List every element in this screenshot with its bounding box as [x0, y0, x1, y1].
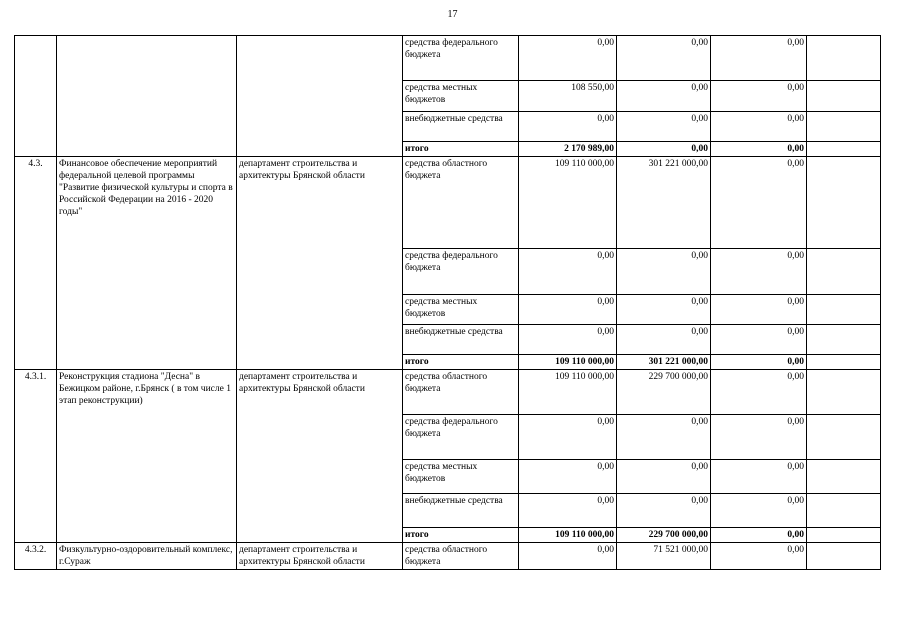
amount-cell: 0,00: [711, 528, 807, 543]
empty-cell: [807, 543, 881, 570]
amount-cell: 2 170 989,00: [519, 142, 617, 157]
funding-source: средства местных бюджетов: [403, 81, 519, 112]
amount-cell: 301 221 000,00: [617, 355, 711, 370]
empty-cell: [807, 460, 881, 494]
amount-cell: 0,00: [617, 249, 711, 295]
empty-cell: [807, 494, 881, 528]
amount-cell: 108 550,00: [519, 81, 617, 112]
funding-source: средства федерального бюджета: [403, 415, 519, 460]
amount-cell: 0,00: [617, 494, 711, 528]
amount-cell: 301 221 000,00: [617, 157, 711, 249]
funding-source: внебюджетные средства: [403, 325, 519, 355]
amount-cell: 0,00: [519, 36, 617, 81]
empty-cell: [807, 355, 881, 370]
funding-source: средства областного бюджета: [403, 370, 519, 415]
amount-cell: 0,00: [519, 494, 617, 528]
item-executor: [237, 36, 403, 157]
amount-cell: 0,00: [617, 325, 711, 355]
amount-cell: 0,00: [711, 494, 807, 528]
empty-cell: [807, 528, 881, 543]
amount-cell: 0,00: [711, 460, 807, 494]
amount-cell: 0,00: [519, 543, 617, 570]
amount-cell: 0,00: [711, 36, 807, 81]
item-number: 4.3.2.: [15, 543, 57, 570]
amount-cell: 0,00: [617, 112, 711, 142]
amount-cell: 0,00: [519, 415, 617, 460]
empty-cell: [807, 370, 881, 415]
empty-cell: [807, 142, 881, 157]
empty-cell: [807, 249, 881, 295]
funding-source: итого: [403, 355, 519, 370]
item-name: Финансовое обеспечение мероприятий федеральной целевой программы "Развитие физической культуры и спорта в Российской Федерации на 2016 - 2020 годы": [57, 157, 237, 370]
empty-cell: [807, 325, 881, 355]
item-name: [57, 36, 237, 157]
amount-cell: 0,00: [519, 325, 617, 355]
amount-cell: 0,00: [617, 295, 711, 325]
funding-source: средства областного бюджета: [403, 157, 519, 249]
amount-cell: 109 110 000,00: [519, 370, 617, 415]
empty-cell: [807, 157, 881, 249]
funding-source: средства областного бюджета: [403, 543, 519, 570]
amount-cell: 0,00: [711, 370, 807, 415]
amount-cell: 0,00: [617, 142, 711, 157]
amount-cell: 0,00: [711, 112, 807, 142]
amount-cell: 0,00: [711, 325, 807, 355]
amount-cell: 0,00: [711, 157, 807, 249]
funding-source: средства федерального бюджета: [403, 36, 519, 81]
table-row: [15, 370, 881, 415]
funding-source: средства местных бюджетов: [403, 295, 519, 325]
amount-cell: 0,00: [711, 249, 807, 295]
amount-cell: 229 700 000,00: [617, 528, 711, 543]
amount-cell: 0,00: [617, 36, 711, 81]
empty-cell: [807, 112, 881, 142]
amount-cell: 0,00: [617, 460, 711, 494]
amount-cell: 0,00: [617, 81, 711, 112]
funding-source: средства федерального бюджета: [403, 249, 519, 295]
amount-cell: 0,00: [711, 295, 807, 325]
amount-cell: 109 110 000,00: [519, 355, 617, 370]
amount-cell: 0,00: [711, 142, 807, 157]
amount-cell: 0,00: [519, 460, 617, 494]
amount-cell: 229 700 000,00: [617, 370, 711, 415]
item-executor: департамент строительства и архитектуры Брянской области: [237, 157, 403, 370]
amount-cell: 0,00: [711, 543, 807, 570]
amount-cell: 0,00: [711, 81, 807, 112]
item-name: Реконструкция стадиона "Десна" в Бежицком районе, г.Брянск ( в том числе 1 этап реконструкции): [57, 370, 237, 543]
amount-cell: 0,00: [711, 415, 807, 460]
amount-cell: 109 110 000,00: [519, 157, 617, 249]
funding-source: итого: [403, 142, 519, 157]
amount-cell: 0,00: [519, 249, 617, 295]
empty-cell: [807, 36, 881, 81]
item-number: [15, 36, 57, 157]
item-executor: департамент строительства и архитектуры Брянской области: [237, 543, 403, 570]
item-number: 4.3.: [15, 157, 57, 370]
funding-source: итого: [403, 528, 519, 543]
amount-cell: 0,00: [711, 355, 807, 370]
empty-cell: [807, 295, 881, 325]
item-executor: департамент строительства и архитектуры Брянской области: [237, 370, 403, 543]
amount-cell: 0,00: [519, 295, 617, 325]
funding-source: средства местных бюджетов: [403, 460, 519, 494]
page-number: 17: [447, 9, 458, 20]
funding-source: внебюджетные средства: [403, 112, 519, 142]
empty-cell: [807, 415, 881, 460]
amount-cell: 0,00: [617, 415, 711, 460]
table-row: [15, 157, 881, 249]
item-number: 4.3.1.: [15, 370, 57, 543]
table-body: [15, 36, 881, 570]
amount-cell: 0,00: [519, 112, 617, 142]
table-row: [15, 36, 881, 81]
table-row: [15, 543, 881, 570]
item-name: Физкультурно-оздоровительный комплекс, г.Сураж: [57, 543, 237, 570]
funding-source: внебюджетные средства: [403, 494, 519, 528]
amount-cell: 109 110 000,00: [519, 528, 617, 543]
budget-table: [14, 35, 881, 570]
amount-cell: 71 521 000,00: [617, 543, 711, 570]
empty-cell: [807, 81, 881, 112]
